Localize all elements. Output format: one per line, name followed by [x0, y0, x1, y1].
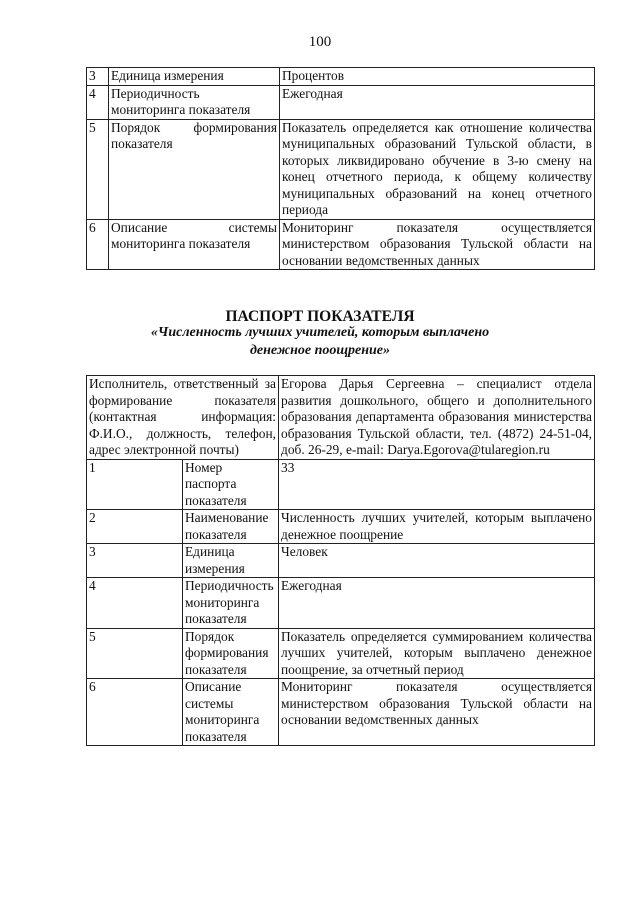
passport-subtitle-text: «Численность лучших учителей, которым выплачено денежное поощрение»: [150, 325, 490, 358]
row-number: 6: [87, 679, 183, 746]
row-value: Мониторинг показателя осуществляется министерством образования Тульской области на основании ведомственных данных: [279, 679, 595, 746]
row-value: Человек: [279, 544, 595, 578]
table-row: [87, 119, 595, 219]
row-label: Единица измерения: [109, 68, 280, 86]
row-label: Наименование показателя: [183, 510, 279, 544]
row-label: Периодичность мониторинга показателя: [109, 85, 280, 119]
table-row: [87, 459, 595, 510]
row-number: 3: [87, 544, 183, 578]
table-row: [87, 85, 595, 119]
row-label: Номер паспорта показателя: [183, 459, 279, 510]
table-row: [87, 510, 595, 544]
table-row: [87, 219, 595, 270]
row-value: Показатель определяется как отношение количества муниципальных образований Тульской области, в которых ликвидировано обучение в 3-ю смену на конец отчетного периода, к общему количеству муниципальных образований на конец отчетного периода: [280, 119, 595, 219]
table-header-row: [87, 376, 595, 460]
row-number: 3: [87, 68, 109, 86]
responsible-label: Исполнитель, ответственный за формирование показателя (контактная информация: Ф.И.О., должность, телефон, адрес электронной почты): [87, 376, 279, 460]
row-value: Показатель определяется суммированием количества лучших учителей, которым выплачено денежное поощрение, за отчетный период: [279, 628, 595, 679]
row-number: 4: [87, 85, 109, 119]
indicator-table-continued: [86, 67, 595, 270]
indicator-passport-table: [86, 375, 595, 746]
row-number: 5: [87, 628, 183, 679]
page-number: 100: [308, 34, 332, 50]
row-value: Процентов: [280, 68, 595, 86]
row-label: Порядок формирования показателя: [183, 628, 279, 679]
passport-subtitle: [0, 324, 640, 360]
row-value: Численность лучших учителей, которым выплачено денежное поощрение: [279, 510, 595, 544]
table-row: [87, 68, 595, 86]
row-number: 5: [87, 119, 109, 219]
table-row: [87, 628, 595, 679]
row-number: 1: [87, 459, 183, 510]
row-label: Описание системы мониторинга показателя: [109, 219, 280, 270]
table-row: [87, 679, 595, 746]
table-row: [87, 544, 595, 578]
row-number: 4: [87, 578, 183, 629]
row-number: 6: [87, 219, 109, 270]
row-label: Периодичность мониторинга показателя: [183, 578, 279, 629]
responsible-value: Егорова Дарья Сергеевна – специалист отдела развития дошкольного, общего и дополнительного образования департамента образования министерства образования Тульской области, тел. (4872) 24-51-04, доб. 26-29, e-mail: Darya.Egorova@tularegion.ru: [279, 376, 595, 460]
row-value: Ежегодная: [279, 578, 595, 629]
row-value: Ежегодная: [280, 85, 595, 119]
row-label: Описание системы мониторинга показателя: [183, 679, 279, 746]
table-row: [87, 578, 595, 629]
row-value: 33: [279, 459, 595, 510]
row-value: Мониторинг показателя осуществляется министерством образования Тульской области на основании ведомственных данных: [280, 219, 595, 270]
row-number: 2: [87, 510, 183, 544]
passport-title: ПАСПОРТ ПОКАЗАТЕЛЯ: [225, 308, 415, 325]
row-label: Порядок формирования показателя: [109, 119, 280, 219]
row-label: Единица измерения: [183, 544, 279, 578]
